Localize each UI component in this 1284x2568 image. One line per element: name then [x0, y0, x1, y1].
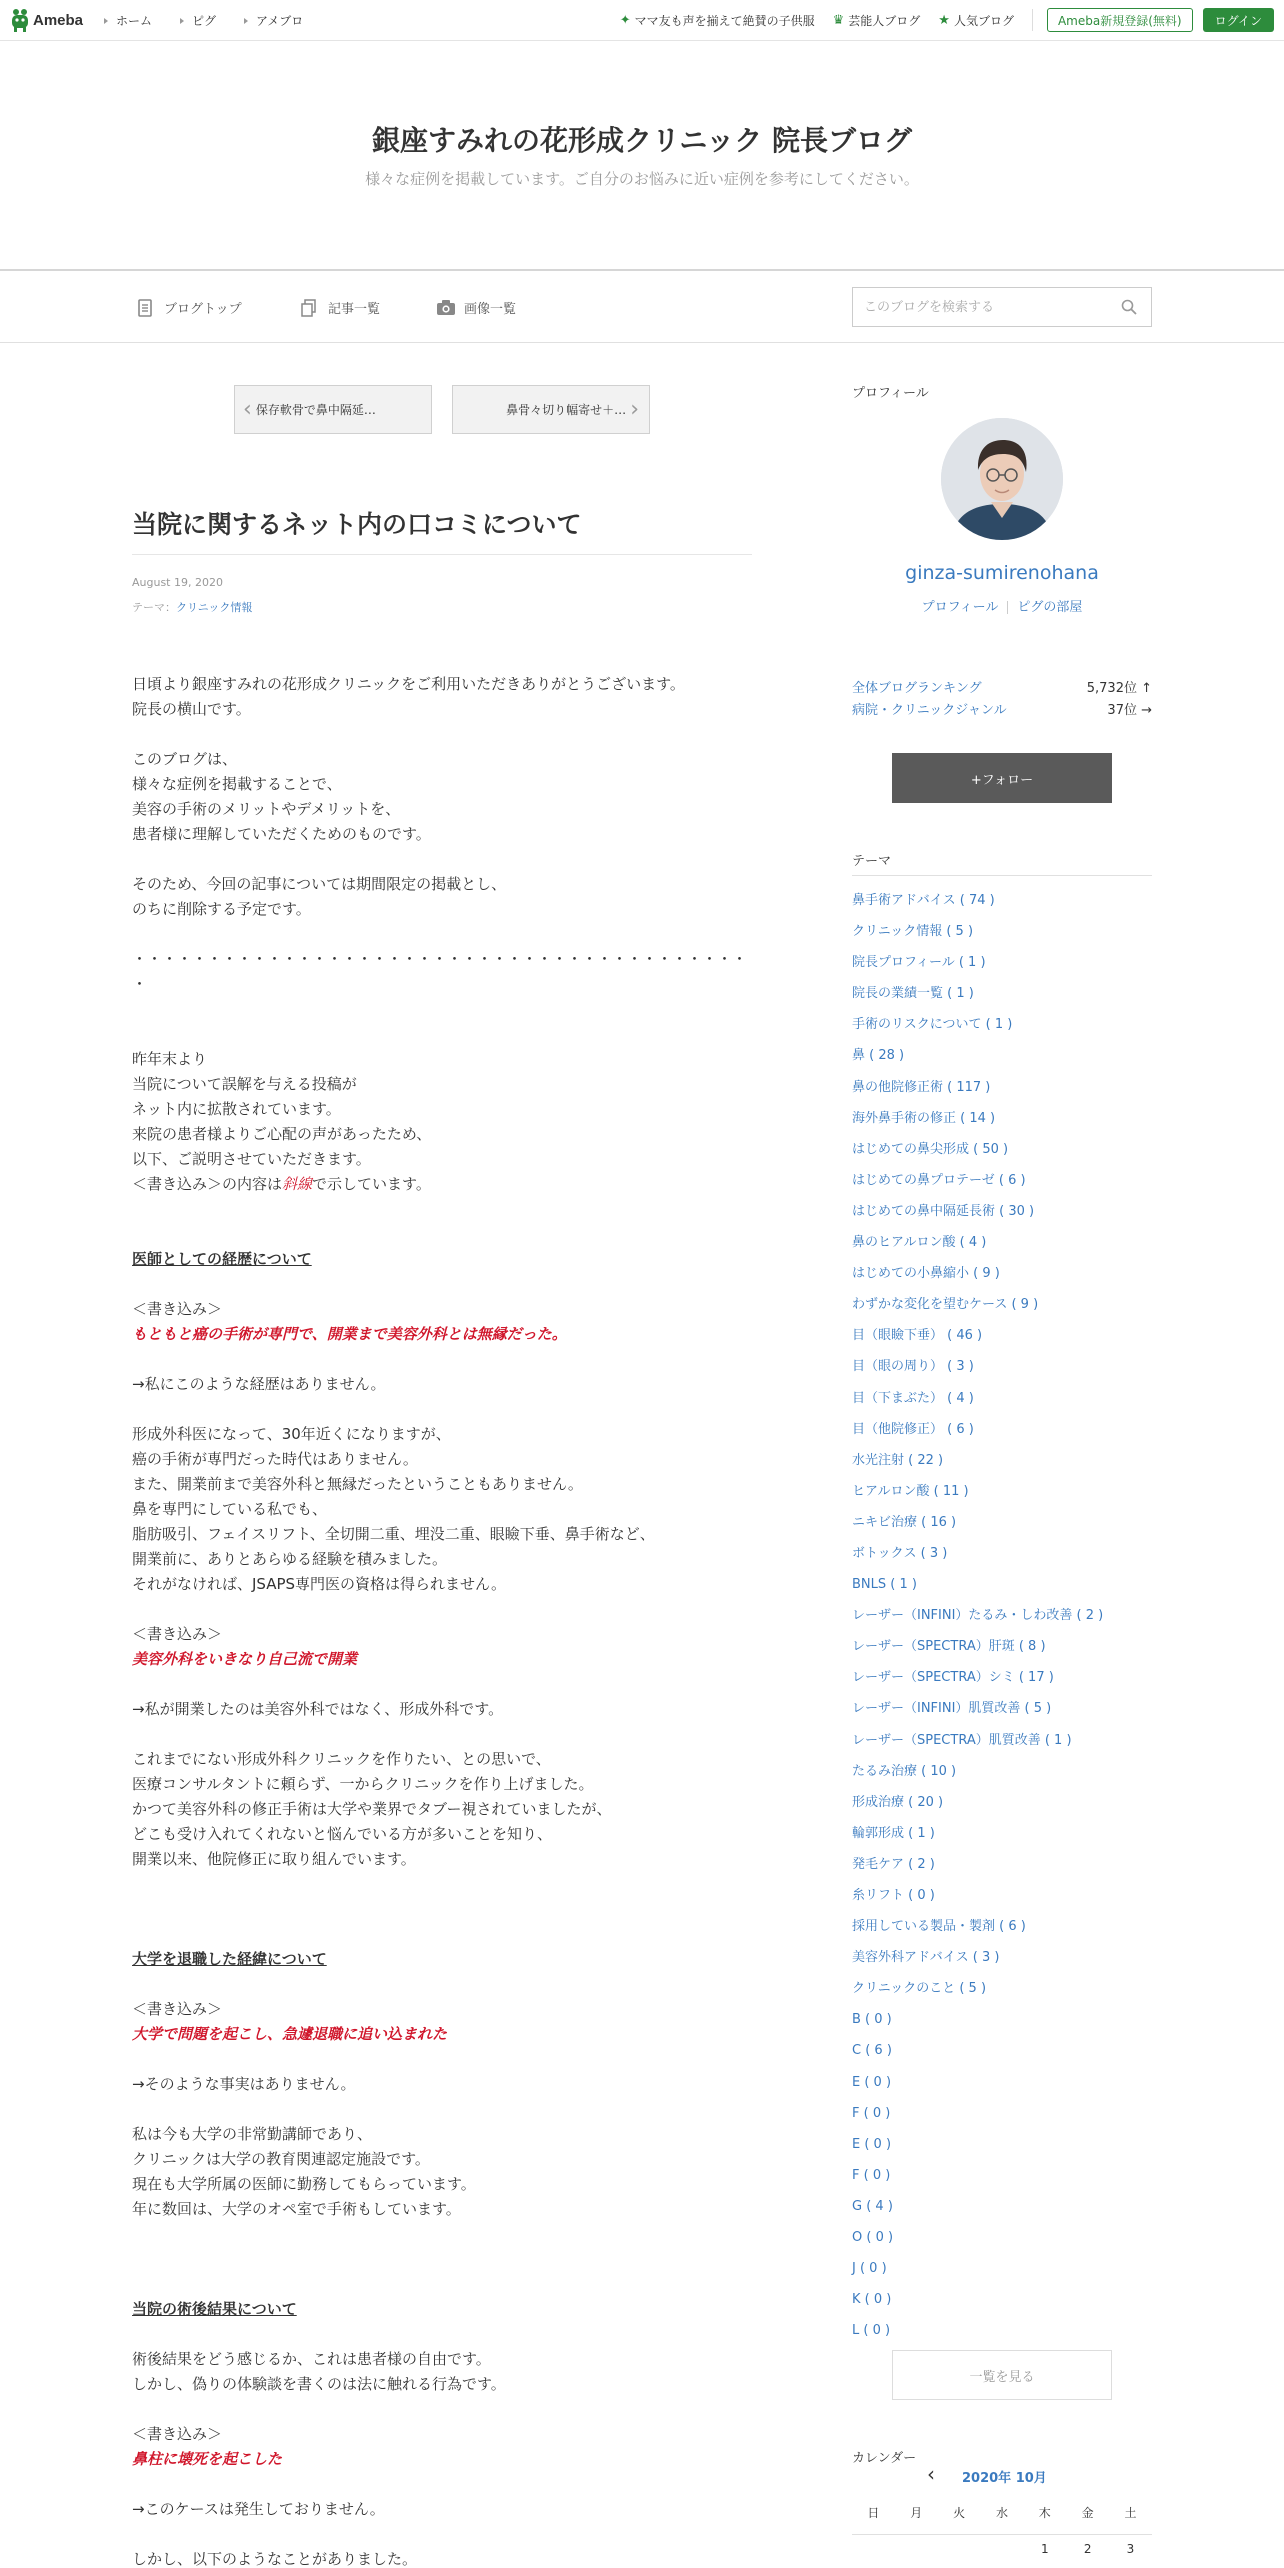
next-article-label: 鼻骨々切り幅寄せ＋… — [506, 403, 627, 417]
weekday-label: 月 — [910, 2506, 923, 2520]
theme-item[interactable]: レーザー（INFINI）肌質改善 ( 5 ) — [852, 1701, 1052, 1717]
ranking-value: 37位 → — [1107, 703, 1152, 718]
paragraph-line — [132, 1172, 752, 1197]
blank-line — [132, 1397, 752, 1422]
nav-label: ブログトップ — [164, 302, 242, 317]
paragraph-line: クリニックは大学の教育関連認定施設です。 — [132, 2150, 430, 2168]
register-button[interactable]: Ameba新規登録(無料) — [1047, 8, 1193, 32]
title-divider — [132, 554, 752, 555]
ranking-value: 5,732位 ↑ — [1086, 681, 1152, 696]
ranking-row-genre — [852, 699, 1152, 718]
paragraph-line: このブログは、 — [132, 750, 238, 768]
paragraph-line: 院長の横山です。 — [132, 700, 251, 718]
ameba-logo-text: Ameba — [33, 11, 84, 29]
sidebar — [852, 382, 1152, 2556]
section-heading — [132, 1247, 752, 1272]
paragraph-line: ネット内に拡散されています。 — [132, 1100, 341, 1118]
profile-link[interactable]: プロフィール — [921, 600, 999, 615]
paragraph-line: 開業前に、ありとあらゆる経験を積みました。 — [132, 1550, 448, 1568]
global-nav-pigg[interactable] — [180, 12, 216, 29]
paragraph-line: →そのような事実はありません。 — [132, 2075, 356, 2093]
paragraph-line: また、開業前まで美容外科と無縁だったということもありません。 — [132, 1475, 583, 1493]
paragraph-line: →私が開業したのは美容外科ではなく、形成外科です。 — [132, 1700, 504, 1718]
calendar-day[interactable]: 1 — [1040, 2542, 1049, 2556]
theme-item[interactable]: レーザー（SPECTRA）肝斑 ( 8 ) — [852, 1639, 1046, 1655]
paragraph-line: ・ — [132, 975, 148, 993]
blank-line — [132, 2472, 752, 2497]
weekday-label: 水 — [995, 2506, 1008, 2520]
weekday-label: 金 — [1081, 2506, 1094, 2520]
paragraph-line: 昨年末より — [132, 1050, 208, 1068]
section-heading-text: 大学を退職した経緯について — [132, 1950, 327, 1968]
theme-item[interactable]: クリニック情報 ( 5 ) — [852, 924, 974, 940]
weekday-label: 火 — [953, 2506, 966, 2520]
nav-label: 記事一覧 — [328, 302, 381, 317]
calendar-day — [895, 2536, 938, 2562]
theme-item[interactable]: クリニックのこと ( 5 ) — [852, 1981, 987, 1997]
paragraph-line: ＜書き込み＞ — [132, 1300, 223, 1318]
blank-line — [132, 1022, 752, 1047]
paragraph-line: ＜書き込み＞ — [132, 1625, 223, 1643]
theme-item[interactable]: 発毛ケア ( 2 ) — [852, 1856, 935, 1872]
triangle-icon — [104, 18, 108, 24]
promo-link-label: ママ友も声を揃えて絶賛の子供服 — [634, 13, 815, 28]
theme-item[interactable]: 形成治療 ( 20 ) — [852, 1794, 944, 1810]
nav-blog-top[interactable] — [136, 298, 242, 317]
prev-article-label: 保存軟骨で鼻中隔延… — [255, 403, 376, 417]
weekday-label: 土 — [1124, 2506, 1137, 2520]
theme-item[interactable]: E ( 0 ) — [852, 2074, 892, 2090]
theme-item[interactable]: G ( 4 ) — [852, 2198, 893, 2214]
blank-line — [132, 1972, 752, 1997]
paragraph-line: どこも受け入れてくれないと悩んでいる方が多いことを知り、 — [132, 1825, 553, 1843]
divider — [852, 2534, 1152, 2535]
theme-item[interactable]: 院長プロフィール ( 1 ) — [852, 955, 986, 971]
chevron-right-icon: › — [630, 397, 639, 422]
paragraph-line: →このケースは発生しておりません。 — [132, 2500, 385, 2518]
paragraph-line: 来院の患者様よりご心配の声があったため、 — [132, 1125, 432, 1143]
top-bar — [0, 0, 1284, 41]
view-all-themes-button[interactable]: 一覧を見る — [892, 2350, 1112, 2400]
article-title[interactable]: 当院に関するネット内の口コミについて — [132, 510, 582, 539]
ranking-label[interactable]: 病院・クリニックジャンル — [852, 703, 1007, 718]
theme-item[interactable]: 美容外科アドバイス ( 3 ) — [852, 1950, 1000, 1966]
theme-item[interactable]: K ( 0 ) — [852, 2292, 892, 2308]
theme-item[interactable]: O ( 0 ) — [852, 2230, 894, 2246]
top-right-links — [620, 8, 1274, 32]
pig-room-link[interactable]: ピグの部屋 — [1017, 600, 1083, 615]
global-nav-label: ホーム — [116, 14, 153, 28]
camera-icon — [436, 299, 454, 317]
global-nav-ameblo[interactable] — [244, 12, 303, 29]
promo-link[interactable] — [620, 12, 815, 29]
theme-item[interactable]: J ( 0 ) — [852, 2261, 887, 2277]
celebrity-blog-link[interactable] — [833, 12, 921, 29]
prev-article-button[interactable] — [234, 385, 432, 434]
global-nav-home[interactable] — [104, 12, 152, 29]
theme-item[interactable]: 鼻のヒアルロン酸 ( 4 ) — [852, 1235, 987, 1251]
theme-item[interactable]: 鼻の他院修正術 ( 117 ) — [852, 1079, 991, 1095]
paragraph-line: 日頃より銀座すみれの花形成クリニックをご利用いただきありがとうございます。 — [132, 675, 685, 693]
blog-title[interactable]: 銀座すみれの花形成クリニック 院長ブログ — [371, 124, 913, 157]
nav-image-list[interactable] — [436, 298, 516, 317]
profile-name[interactable]: ginza-sumirenohana — [905, 562, 1099, 584]
article-date: August 19, 2020 — [132, 576, 223, 589]
theme-item[interactable]: 院長の業績一覧 ( 1 ) — [852, 986, 974, 1002]
paragraph-line: 現在も大学所属の医師に勤務してもらっています。 — [132, 2175, 476, 2193]
blank-line — [132, 2272, 752, 2297]
paragraph-line: ＜書き込み＞ — [132, 2425, 223, 2443]
theme-item[interactable]: ヒアルロン酸 ( 11 ) — [852, 1483, 969, 1499]
theme-item[interactable]: 鼻手術アドバイス ( 74 ) — [852, 893, 995, 908]
search-input[interactable] — [853, 288, 1103, 326]
avatar[interactable] — [941, 418, 1063, 540]
calendar-day — [981, 2536, 1024, 2562]
global-nav-label: アメブロ — [256, 14, 304, 28]
chevron-left-icon[interactable]: ‹ — [927, 2462, 935, 2486]
blank-line — [132, 1347, 752, 1372]
line-text: ＜書き込み＞の内容は — [132, 1175, 283, 1193]
theme-item[interactable]: 海外鼻手術の修正 ( 14 ) — [852, 1110, 996, 1126]
divider — [1032, 9, 1033, 31]
paragraph-line: それがなければ、JSAPS専門医の資格は得られません。 — [132, 1575, 506, 1593]
theme-item[interactable]: ニキビ治療 ( 16 ) — [852, 1514, 957, 1530]
paragraph-line: 私は今も大学の非常勤講師であり、 — [132, 2125, 373, 2143]
blank-line — [132, 2322, 752, 2347]
section-heading-text: 医師としての経歴について — [132, 1250, 312, 1268]
theme-item[interactable]: 輪郭形成 ( 1 ) — [852, 1825, 935, 1841]
paragraph-line: 形成外科医になって、30年近くになりますが、 — [132, 1425, 451, 1443]
blank-line — [132, 997, 752, 1022]
paragraph-line: 医療コンサルタントに頼らず、一からクリニックを作り上げました。 — [132, 1775, 594, 1793]
theme-list — [852, 885, 1152, 2346]
paragraph-line: のちに削除する予定です。 — [132, 900, 311, 918]
blank-line — [132, 2397, 752, 2422]
theme-item[interactable]: F ( 0 ) — [852, 2105, 891, 2121]
celebrity-blog-label: 芸能人ブログ — [848, 13, 921, 28]
theme-item[interactable]: レーザー（SPECTRA）シミ ( 17 ) — [852, 1670, 1054, 1686]
login-button[interactable]: ログイン — [1203, 8, 1274, 32]
copy-icon — [300, 299, 318, 317]
chevron-left-icon: ‹ — [243, 397, 252, 422]
paragraph-line: 年に数回は、大学のオペ室で手術もしています。 — [132, 2200, 461, 2218]
blank-line — [132, 1222, 752, 1247]
calendar-day[interactable]: 3 — [1126, 2542, 1135, 2556]
popular-blog-link[interactable] — [938, 12, 1014, 29]
theme-prefix: テーマ： — [132, 601, 176, 614]
paragraph-line: 患者様に理解していただくためのものです。 — [132, 825, 431, 843]
quoted-post-text: 鼻柱に壊死を起こした — [132, 2450, 283, 2468]
theme-item[interactable]: はじめての鼻尖形成 ( 50 ) — [852, 1141, 1009, 1157]
paragraph-line: 開業以来、他院修正に取り組んでいます。 — [132, 1850, 416, 1868]
theme-item[interactable]: 水光注射 ( 22 ) — [852, 1452, 944, 1468]
theme-item[interactable]: BNLS ( 1 ) — [852, 1577, 917, 1593]
quoted-post-text: 美容外科をいきなり自己流で開業 — [132, 1650, 358, 1668]
blank-line — [132, 2097, 752, 2122]
blog-header — [0, 41, 1284, 269]
weekday-label: 日 — [867, 2506, 880, 2520]
theme-item[interactable]: 目（眼の周り） ( 3 ) — [852, 1359, 974, 1375]
ranking-row-overall — [852, 677, 1152, 696]
paragraph-line: 美容の手術のメリットやデメリットを、 — [132, 800, 401, 818]
paragraph-line: かつて美容外科の修正手術は大学や業界でタブー視されていましたが、 — [132, 1800, 612, 1818]
triangle-icon — [244, 18, 248, 24]
paragraph-line: 脂肪吸引、フェイスリフト、全切開二重、埋没二重、眼瞼下垂、鼻手術など、 — [132, 1525, 655, 1543]
section-heading — [132, 1947, 752, 1972]
blank-line — [132, 2247, 752, 2272]
theme-item[interactable]: レーザー（INFINI）たるみ・しわ改善 ( 2 ) — [852, 1608, 1104, 1624]
theme-item[interactable]: 手術のリスクについて ( 1 ) — [852, 1017, 1013, 1033]
calendar-nav — [852, 2464, 1152, 2488]
theme-item[interactable]: E ( 0 ) — [852, 2136, 892, 2152]
paragraph-line: ＜書き込み＞ — [132, 2000, 223, 2018]
quoted-post-text: もともと癌の手術が専門で、開業まで美容外科とは無縁だった。 — [132, 1325, 567, 1343]
document-icon — [136, 299, 154, 317]
blank-line — [132, 2522, 752, 2547]
calendar-grid — [852, 2500, 1152, 2562]
triangle-icon — [180, 18, 184, 24]
calendar-day — [852, 2536, 895, 2562]
global-nav-label: ピグ — [192, 14, 217, 28]
article-body — [132, 672, 752, 2568]
theme-item[interactable]: C ( 6 ) — [852, 2043, 892, 2059]
blank-line — [132, 2222, 752, 2247]
profile-heading: プロフィール — [852, 386, 929, 401]
paragraph-line: ・・・・・・・・・・・・・・・・・・・・・・・・・・・・・・・・・・・・・・・・・ — [132, 950, 748, 968]
theme-item[interactable]: ボトックス ( 3 ) — [852, 1545, 948, 1561]
popular-blog-label: 人気ブログ — [953, 13, 1014, 28]
calendar-month: 2020年 10月 — [962, 2471, 1047, 2486]
follow-button[interactable]: +フォロー — [892, 753, 1112, 803]
blog-search — [852, 287, 1152, 327]
paragraph-line: そのため、今回の記事については期間限定の掲載とし、 — [132, 875, 507, 893]
star-icon: ★ — [938, 12, 950, 28]
quoted-post-text: 大学で問題を起こし、急遽退職に追い込まれた — [132, 2025, 448, 2043]
blank-line — [132, 847, 752, 872]
paragraph-line: 癌の手術が専門だった時代はありません。 — [132, 1450, 418, 1468]
blank-line — [132, 1872, 752, 1897]
divider — [1007, 601, 1008, 614]
paragraph-line: 以下、ご説明させていただきます。 — [132, 1150, 371, 1168]
next-article-button[interactable] — [452, 385, 650, 434]
paragraph-line: 術後結果をどう感じるか、これは患者様の自由です。 — [132, 2350, 491, 2368]
divider — [852, 875, 1152, 876]
paragraph-line: 様々な症例を掲載することで、 — [132, 775, 342, 793]
blank-line — [132, 1272, 752, 1297]
profile-links — [852, 596, 1152, 615]
blog-nav-bar — [0, 269, 1284, 343]
theme-item[interactable]: 目（他院修正） ( 6 ) — [852, 1421, 974, 1437]
paragraph-line: しかし、偽りの体験談を書くのは法に触れる行為です。 — [132, 2375, 506, 2393]
paragraph-line: 鼻を専門にしている私でも、 — [132, 1500, 328, 1518]
blank-line — [132, 2047, 752, 2072]
blog-description: 様々な症例を掲載しています。ご自分のお悩みに近い症例を参考にしてください。 — [365, 170, 919, 188]
calendar-day[interactable]: 2 — [1083, 2542, 1092, 2556]
blank-line — [132, 1672, 752, 1697]
theme-item[interactable]: はじめての小鼻縮小 ( 9 ) — [852, 1266, 1000, 1282]
paragraph-line: これまでにない形成外科クリニックを作りたい、との思いで、 — [132, 1750, 551, 1768]
theme-item[interactable]: はじめての鼻中隔延長術 ( 30 ) — [852, 1203, 1035, 1219]
calendar-heading: カレンダー — [852, 2451, 917, 2466]
italic-red-text: 斜線 — [282, 1175, 313, 1193]
blank-line — [132, 1722, 752, 1747]
blank-line — [132, 1922, 752, 1947]
blank-line — [132, 922, 752, 947]
paragraph-line: →私にこのような経歴はありません。 — [132, 1375, 386, 1393]
calendar-day — [938, 2536, 981, 2562]
theme-item[interactable]: F ( 0 ) — [852, 2167, 891, 2183]
search-icon[interactable] — [1121, 299, 1137, 319]
global-nav — [104, 12, 331, 29]
blank-line — [132, 1197, 752, 1222]
theme-item[interactable]: 採用している製品・製剤 ( 6 ) — [852, 1919, 1026, 1935]
theme-item[interactable]: L ( 0 ) — [852, 2323, 891, 2339]
section-heading-text: 当院の術後結果について — [132, 2300, 297, 2318]
weekday-label: 木 — [1038, 2506, 1051, 2520]
calendar-week — [852, 2536, 1152, 2562]
section-heading — [132, 2297, 752, 2322]
theme-item[interactable]: 目（眼瞼下垂） ( 46 ) — [852, 1328, 983, 1344]
theme-heading: テーマ — [852, 854, 892, 869]
blank-line — [132, 1897, 752, 1922]
theme-item[interactable]: はじめての鼻プロテーゼ ( 6 ) — [852, 1172, 1026, 1188]
ameba-logo-icon — [10, 7, 30, 33]
article-theme — [132, 599, 252, 615]
blank-line — [132, 722, 752, 747]
sparkle-icon: ✦ — [619, 12, 631, 28]
theme-item[interactable]: レーザー（SPECTRA）肌質改善 ( 1 ) — [852, 1732, 1072, 1748]
blank-line — [132, 1597, 752, 1622]
theme-item[interactable]: たるみ治療 ( 10 ) — [852, 1763, 957, 1779]
nav-article-list[interactable] — [300, 298, 380, 317]
theme-item[interactable]: 鼻 ( 28 ) — [852, 1048, 905, 1064]
theme-item[interactable]: 目（下まぶた） ( 4 ) — [852, 1390, 974, 1406]
ameba-logo[interactable] — [10, 6, 83, 34]
paragraph-line: しかし、以下のようなことがありました。 — [132, 2550, 418, 2568]
paragraph-line: 当院について誤解を与える投稿が — [132, 1075, 357, 1093]
line-text: で示しています。 — [312, 1175, 431, 1193]
nav-label: 画像一覧 — [464, 302, 517, 317]
theme-item[interactable]: 糸リフト ( 0 ) — [852, 1888, 935, 1903]
theme-link[interactable]: クリニック情報 — [176, 601, 253, 614]
crown-icon: ♛ — [832, 12, 845, 28]
calendar-weekdays — [852, 2500, 1152, 2526]
theme-item[interactable]: B ( 0 ) — [852, 2012, 892, 2028]
theme-item[interactable]: わずかな変化を望むケース ( 9 ) — [852, 1297, 1039, 1313]
ranking-label[interactable]: 全体ブログランキング — [852, 681, 982, 696]
